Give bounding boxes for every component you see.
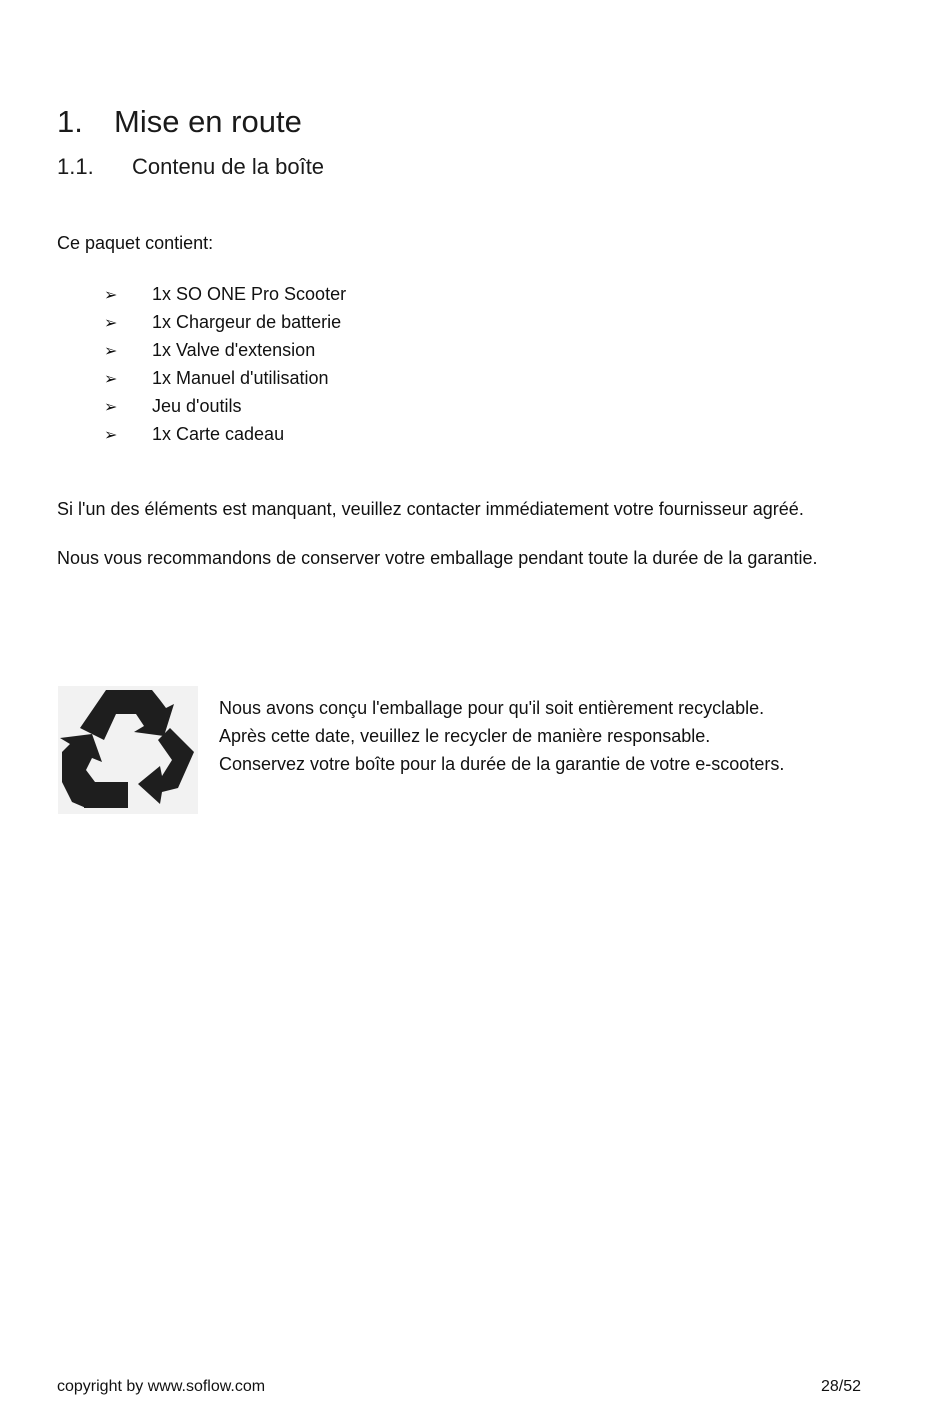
recycling-line: Conservez votre boîte pour la durée de la garantie de votre e-scooters. (219, 754, 785, 774)
recycling-line: Après cette date, veuillez le recycler de manière responsable. (219, 726, 711, 746)
recycling-note (219, 696, 784, 780)
page-number: 28/52 (821, 1378, 862, 1395)
subsection-number: 1.1. (57, 154, 94, 179)
contents-list (104, 282, 346, 450)
list-item: ➢ Jeu d'outils (104, 394, 346, 422)
intro-text: Ce paquet contient: (57, 233, 214, 253)
arrow-bullet-icon: ➢ (104, 369, 118, 388)
subsection-heading (57, 154, 324, 180)
arrow-bullet-icon: ➢ (104, 425, 118, 444)
arrow-bullet-icon: ➢ (104, 341, 118, 360)
arrow-bullet-icon: ➢ (104, 285, 118, 304)
list-item: ➢ 1x Carte cadeau (104, 422, 346, 450)
section-number: 1. (57, 104, 83, 139)
missing-items-paragraph: Si l'un des éléments est manquant, veuillez contacter immédiatement votre fournisseur agréé. (57, 499, 804, 519)
arrow-bullet-icon: ➢ (104, 313, 118, 332)
arrow-bullet-icon: ➢ (104, 397, 118, 416)
subsection-title: Contenu de la boîte (132, 154, 325, 179)
recycling-line: Nous avons conçu l'emballage pour qu'il soit entièrement recyclable. (219, 698, 765, 718)
list-item: ➢ 1x SO ONE Pro Scooter (104, 282, 346, 310)
list-item: ➢ 1x Manuel d'utilisation (104, 366, 346, 394)
keep-packaging-paragraph: Nous vous recommandons de conserver votre emballage pendant toute la durée de la garantie. (57, 548, 818, 568)
list-item: ➢ 1x Valve d'extension (104, 338, 346, 366)
section-heading (57, 104, 302, 140)
section-title: Mise en route (114, 104, 302, 139)
list-item: ➢ 1x Chargeur de batterie (104, 310, 346, 338)
recycle-icon (58, 686, 198, 814)
footer-copyright: copyright by www.soflow.com (57, 1378, 266, 1395)
